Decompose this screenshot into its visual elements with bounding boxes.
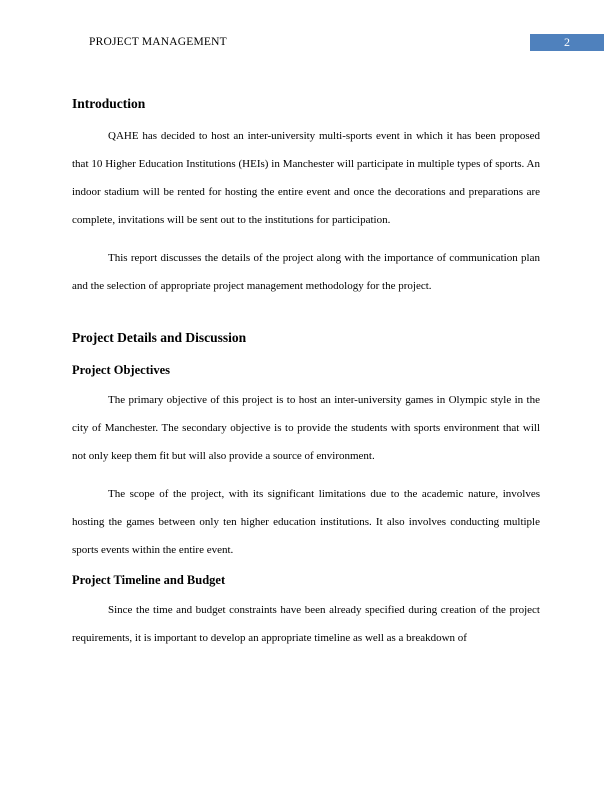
objectives-paragraph-1: The primary objective of this project is to host an inter-university games in Olympic style in the city of Manchester. The secondary objective is to provide the students with sports environment that will not only keep them fit but will also provide a source of environment. (72, 394, 540, 462)
heading-timeline-budget: Project Timeline and Budget (72, 573, 226, 587)
timeline-paragraph-1: Since the time and budget constraints have been already specified during creation of the project requirements, it is important to develop an appropriate timeline as well as a breakdown of (72, 604, 540, 644)
intro-paragraph-2: This report discusses the details of the project along with the importance of communication plan and the selection of appropriate project management methodology for the project. (72, 252, 540, 292)
heading-introduction: Introduction (72, 96, 146, 111)
intro-paragraph-1: QAHE has decided to host an inter-university multi-sports event in which it has been proposed that 10 Higher Education Institutions (HEIs) in Manchester will participate in multiple types of sports. An indoor stadium will be rented for hosting the entire event and once the decorations and preparations are complete, invitations will be sent out to the institutions for participation. (72, 130, 540, 226)
heading-project-objectives: Project Objectives (72, 363, 170, 377)
heading-project-details: Project Details and Discussion (72, 330, 247, 345)
running-head: PROJECT MANAGEMENT (89, 36, 227, 48)
page-number: 2 (530, 34, 604, 51)
objectives-paragraph-2: The scope of the project, with its significant limitations due to the academic nature, involves hosting the games between only ten higher education institutions. It also involves conducting multiple sports events within the entire event. (72, 488, 540, 556)
document-body (72, 94, 540, 652)
